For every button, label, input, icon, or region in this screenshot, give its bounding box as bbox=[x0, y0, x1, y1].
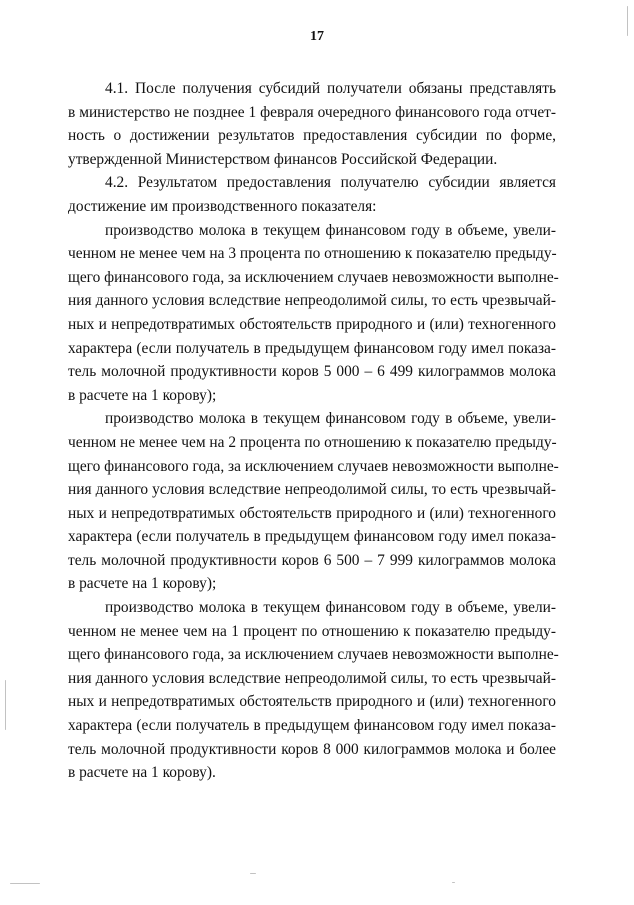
scan-speck bbox=[5, 680, 6, 730]
page-number: 17 bbox=[310, 29, 324, 44]
scan-speck bbox=[627, 6, 628, 36]
body-text bbox=[68, 77, 559, 785]
text-line: ченном не менее чем на 3 процента по отношению к показателю предыду- bbox=[68, 245, 557, 263]
text-line: ных и непредотвратимых обстоятельств природного и (или) техногенного bbox=[68, 693, 556, 711]
text-line: характера (если получатель в предыдущем финансовом году имел показа- bbox=[68, 717, 556, 735]
text-line: характера (если получатель в предыдущем финансовом году имел показа- bbox=[68, 339, 556, 357]
text-line: производство молока в текущем финансовом году в объеме, увели- bbox=[105, 599, 556, 617]
paragraph-4-1 bbox=[68, 77, 556, 171]
text-line: 4.2. Результатом предоставления получателю субсидии является bbox=[105, 174, 556, 192]
scan-speck bbox=[250, 873, 256, 874]
text-line: характера (если получатель в предыдущем финансовом году имел показа- bbox=[68, 528, 556, 546]
text-line: щего финансового года, за исключением случаев невозможности выполне- bbox=[68, 268, 559, 286]
text-line: в расчете на 1 корову); bbox=[68, 575, 217, 593]
text-line: 4.1. После получения субсидий получатели обязаны представлять bbox=[105, 80, 556, 97]
indicator-paragraph-3-percent bbox=[68, 219, 559, 408]
text-line: ченном не менее чем на 2 процента по отношению к показателю предыду- bbox=[68, 433, 557, 451]
text-line: ченном не менее чем на 1 процент по отношению к показателю предыду- bbox=[68, 622, 556, 640]
text-line: ность о достижении результатов предоставления субсидии по форме, bbox=[68, 127, 556, 145]
indicator-paragraph-2-percent bbox=[68, 407, 559, 596]
paragraph-4-2 bbox=[68, 171, 556, 218]
indicator-paragraph-1-percent bbox=[68, 596, 559, 785]
scan-speck bbox=[10, 883, 40, 884]
text-line: в министерство не позднее 1 февраля очередного финансового года отчет- bbox=[68, 103, 556, 121]
text-line: ных и непредотвратимых обстоятельств природного и (или) техногенного bbox=[68, 315, 556, 333]
text-line: в расчете на 1 корову). bbox=[68, 764, 216, 782]
text-line: производство молока в текущем финансовом году в объеме, увели- bbox=[105, 221, 556, 239]
text-line: утвержденной Министерством финансов Российской Федерации. bbox=[68, 150, 498, 168]
text-line: тель молочной продуктивности коров 6 500 – 7 999 килограммов молока bbox=[68, 551, 556, 569]
text-line: достижение им производственного показателя: bbox=[68, 197, 377, 215]
text-line: ния данного условия вследствие непреодолимой силы, то есть чрезвычай- bbox=[68, 481, 556, 499]
text-line: щего финансового года, за исключением случаев невозможности выполне- bbox=[68, 646, 559, 664]
text-line: щего финансового года, за исключением случаев невозможности выполне- bbox=[68, 457, 559, 475]
text-line: ния данного условия вследствие непреодолимой силы, то есть чрезвычай- bbox=[68, 292, 556, 310]
text-line: тель молочной продуктивности коров 8 000 килограммов молока и более bbox=[68, 740, 556, 758]
text-line: производство молока в текущем финансовом году в объеме, увели- bbox=[105, 410, 556, 428]
text-line: в расчете на 1 корову); bbox=[68, 386, 217, 404]
scan-speck bbox=[452, 882, 455, 883]
text-line: тель молочной продуктивности коров 5 000 – 6 499 килограммов молока bbox=[68, 363, 556, 381]
text-line: ных и непредотвратимых обстоятельств природного и (или) техногенного bbox=[68, 504, 556, 522]
text-line: ния данного условия вследствие непреодолимой силы, то есть чрезвычай- bbox=[68, 669, 556, 687]
